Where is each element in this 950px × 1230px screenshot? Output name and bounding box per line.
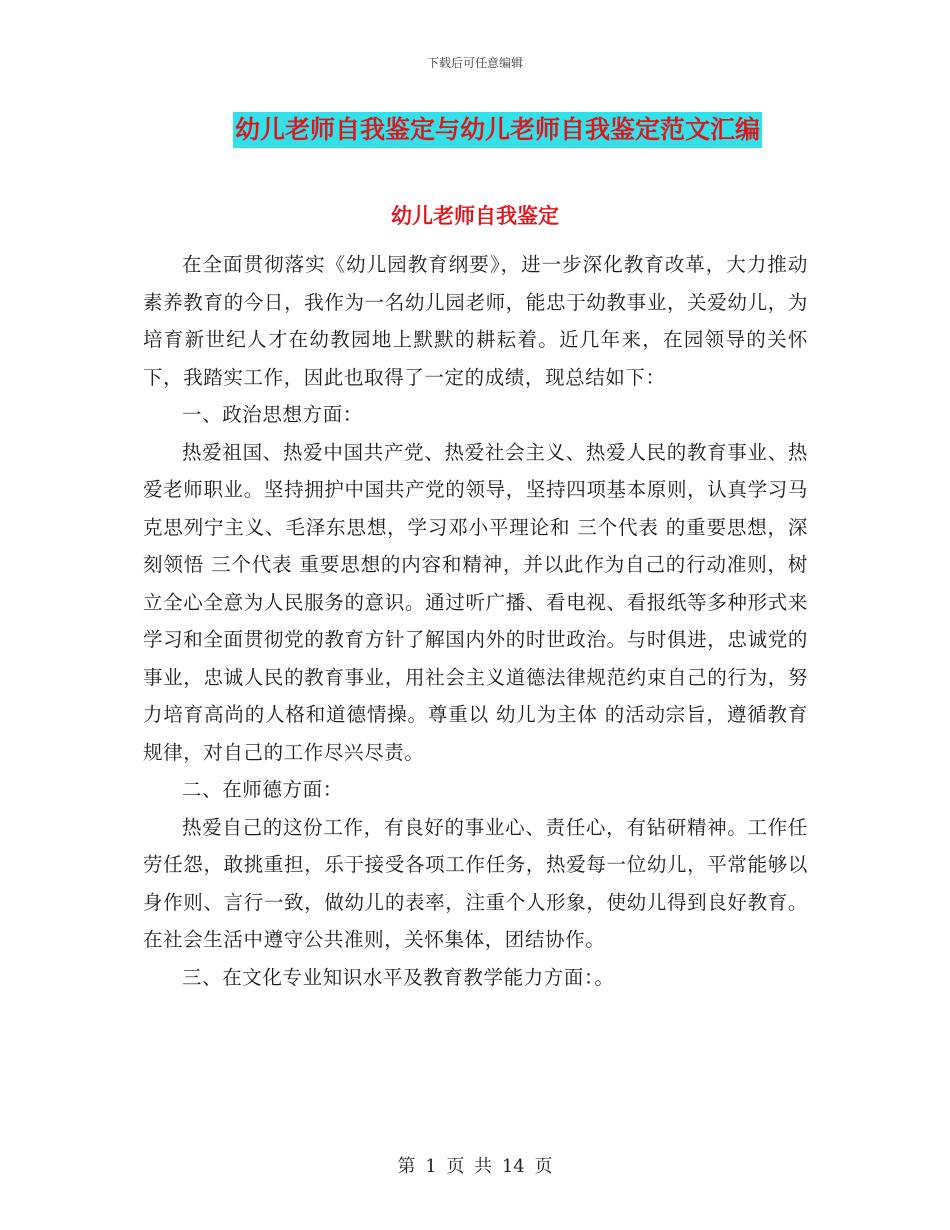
- paragraph-political-thought: 热爱祖国、热爱中国共产党、热爱社会主义、热爱人民的教育事业、热爱老师职业。坚持拥护中国共产党的领导，坚持四项基本原则，认真学习马克思列宁主义、毛泽东思想，学习邓小平理论和 三个代表 的重要思想，深刻领悟 三个代表 重要思想的内容和精神，并以此作为自己的行动准则，树立全心全意为人民服务的意识。通过听广播、看电视、看报纸等多种形式来学习和全面贯彻党的教育方针了解国内外的时世政治。与时俱进，忠诚党的事业，忠诚人民的教育事业，用社会主义道德法律规范约束自己的行为，努力培育高尚的人格和道德情操。尊重以 幼儿为主体 的活动宗旨，遵循教育规律，对自己的工作尽兴尽责。: [143, 440, 808, 764]
- section-title: 幼儿老师自我鉴定: [391, 203, 559, 228]
- paragraph-teacher-ethics: 热爱自己的这份工作，有良好的事业心、责任心，有钻研精神。工作任劳任怨，敢挑重担，乐于接受各项工作任务，热爱每一位幼儿，平常能够以身作则、言行一致，做幼儿的表率，注重个人形象，使幼儿得到良好教育。在社会生活中遵守公共准则，关怀集体，团结协作。: [143, 815, 808, 951]
- paragraph-intro: 在全面贯彻落实《幼儿园教育纲要》，进一步深化教育改革，大力推动素养教育的今日，我作为一名幼儿园老师，能忠于幼教事业，关爱幼儿，为培育新世纪人才在幼教园地上默默的耕耘着。近几年来，在园领导的关怀下，我踏实工作，因此也取得了一定的成绩，现总结如下：: [143, 253, 808, 389]
- heading-professional-knowledge: 三、在文化专业知识水平及教育教学能力方面：。: [182, 965, 615, 989]
- heading-teacher-ethics: 二、在师德方面：: [182, 778, 343, 801]
- header-note: 下载后可任意编辑: [426, 56, 523, 70]
- page-footer: 第 1 页 共 14 页: [397, 1156, 553, 1177]
- main-title: 幼儿老师自我鉴定与幼儿老师自我鉴定范文汇编: [233, 112, 762, 148]
- heading-political-thought: 一、政治思想方面：: [182, 403, 363, 426]
- body-text: [143, 246, 808, 996]
- main-title-container: [0, 112, 950, 148]
